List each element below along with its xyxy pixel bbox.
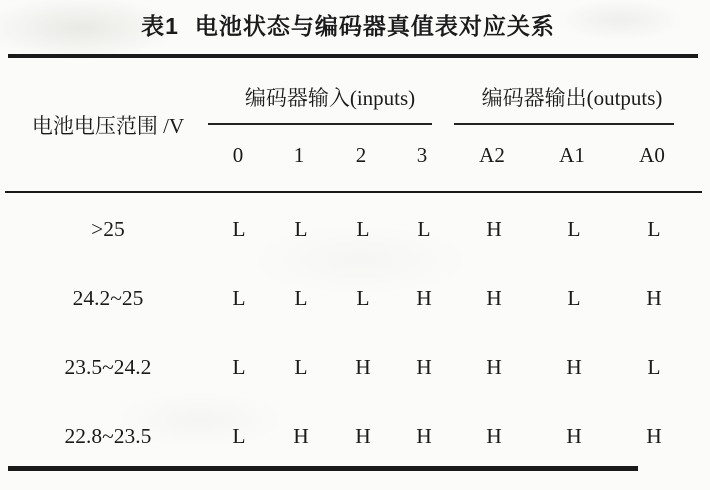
table-body bbox=[8, 195, 694, 471]
cell-value: H bbox=[355, 424, 371, 448]
cell-value: H bbox=[486, 355, 502, 379]
cell-value: H bbox=[416, 355, 432, 379]
cell-value: H bbox=[416, 286, 432, 310]
table-number: 表1 bbox=[141, 13, 179, 39]
cell-value: H bbox=[293, 424, 309, 448]
row-header-voltage-range: 电池电压范围 /V bbox=[31, 114, 185, 138]
cell-value: H bbox=[486, 217, 502, 241]
cell-value: L bbox=[294, 286, 308, 310]
cell-value: L bbox=[294, 355, 308, 379]
cell-value: H bbox=[486, 424, 502, 448]
cell-value: L bbox=[567, 286, 581, 310]
cell-value: H bbox=[646, 424, 662, 448]
cell-value: L bbox=[232, 217, 246, 241]
cell-value: H bbox=[355, 355, 371, 379]
cell-value: L bbox=[356, 286, 370, 310]
col-header-output-a0: A0 bbox=[639, 143, 665, 167]
cell-value: L bbox=[356, 217, 370, 241]
header-body-rule bbox=[5, 191, 702, 193]
cell-value: L bbox=[232, 286, 246, 310]
col-header-input-1: 1 bbox=[293, 143, 305, 167]
col-header-output-a1: A1 bbox=[559, 143, 585, 167]
top-rule bbox=[8, 54, 698, 58]
col-header-input-3: 3 bbox=[416, 143, 428, 167]
col-header-output-a2: A2 bbox=[479, 143, 505, 167]
cell-value: H bbox=[566, 424, 582, 448]
row-range: 24.2~25 bbox=[72, 286, 144, 310]
row-range: >25 bbox=[91, 217, 125, 241]
cell-value: L bbox=[647, 217, 661, 241]
cell-value: H bbox=[416, 424, 432, 448]
cell-value: H bbox=[646, 286, 662, 310]
inputs-underline bbox=[208, 123, 432, 125]
cell-value: H bbox=[566, 355, 582, 379]
cell-value: L bbox=[232, 424, 246, 448]
table-title-text: 电池状态与编码器真值表对应关系 bbox=[194, 13, 555, 39]
col-header-input-0: 0 bbox=[232, 143, 244, 167]
cell-value: L bbox=[647, 355, 661, 379]
group-header-outputs: 编码器输出(outputs) bbox=[481, 86, 663, 110]
cell-value: L bbox=[232, 355, 246, 379]
cell-value: L bbox=[294, 217, 308, 241]
cell-value: L bbox=[567, 217, 581, 241]
col-header-input-2: 2 bbox=[355, 143, 367, 167]
row-range: 22.8~23.5 bbox=[64, 424, 152, 448]
bottom-rule bbox=[8, 466, 638, 471]
group-header-inputs: 编码器输入(inputs) bbox=[244, 86, 416, 110]
row-range: 23.5~24.2 bbox=[64, 355, 152, 379]
cell-value: L bbox=[417, 217, 431, 241]
outputs-underline bbox=[454, 123, 674, 125]
table-title bbox=[0, 8, 696, 41]
cell-value: H bbox=[486, 286, 502, 310]
